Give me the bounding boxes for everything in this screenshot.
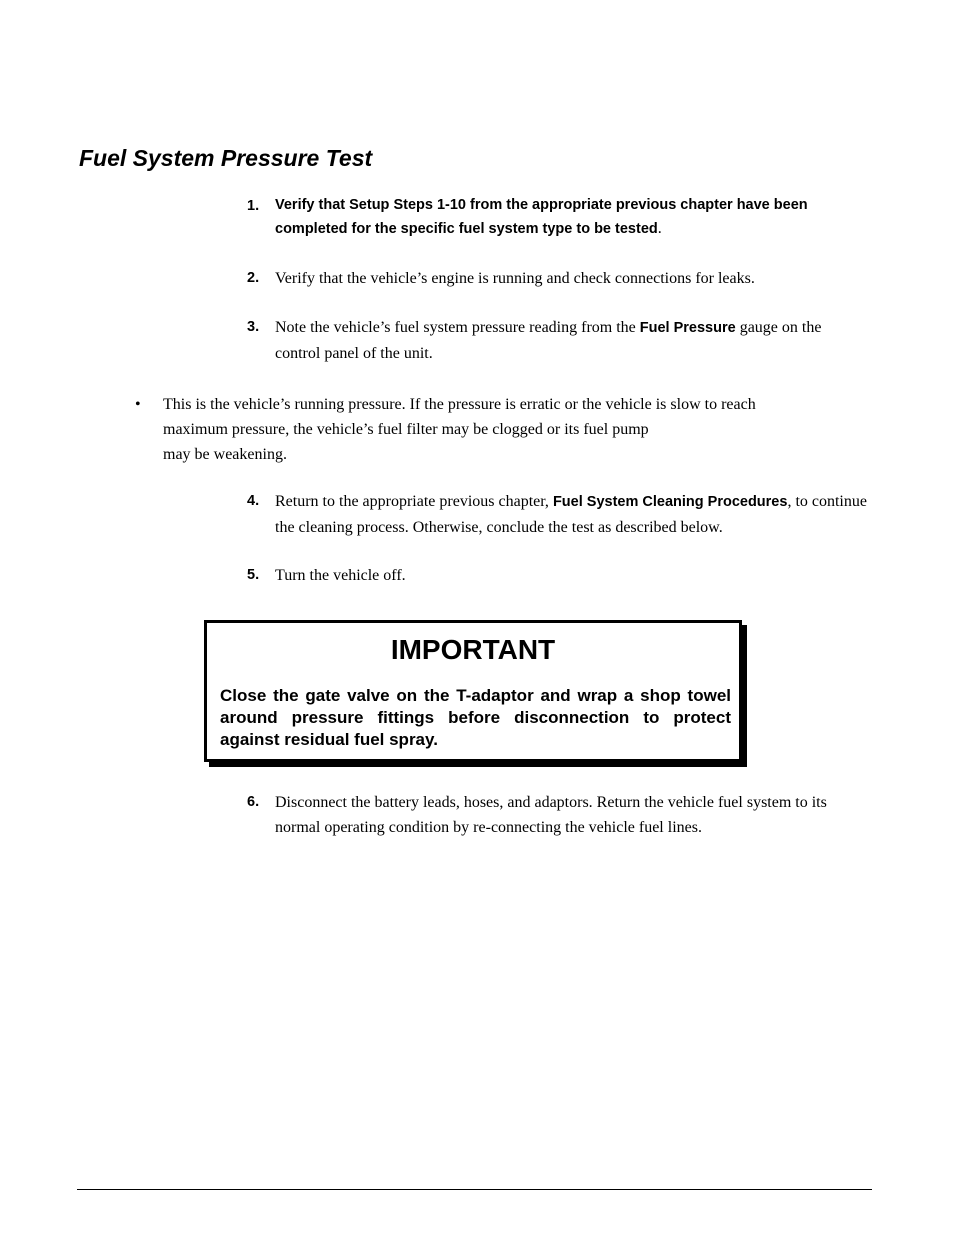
important-heading: IMPORTANT	[390, 634, 556, 665]
step-text-post: , to continue the cleaning process. Otherwise, conclude the test as described below.	[275, 493, 867, 536]
step-5	[247, 563, 867, 588]
step-number: 6.	[247, 794, 260, 810]
step-text: Disconnect the battery leads, hoses, and adaptors. Return the vehicle fuel system to its normal operating condition by re-connecting the vehicle fuel lines.	[275, 794, 827, 836]
bullet-line: maximum pressure, the vehicle’s fuel filter may be clogged or its fuel pump	[163, 421, 649, 438]
step-text: Turn the vehicle off.	[275, 567, 406, 584]
step-text: Verify that the vehicle’s engine is running and check connections for leaks.	[275, 270, 755, 287]
step-bold-text: Verify that Setup Steps 1-10 from the appropriate previous chapter have been completed for the specific fuel system type to be tested	[275, 197, 808, 237]
step-number: 4.	[247, 493, 260, 509]
step-number: 3.	[247, 319, 260, 335]
bullet-line: This is the vehicle’s running pressure. If the pressure is erratic or the vehicle is slow to reach	[163, 396, 756, 413]
bullet-line: may be weakening.	[163, 446, 287, 463]
important-callout	[204, 620, 742, 762]
step-text-post: gauge on the control panel of the unit.	[275, 319, 822, 362]
step-text-pre: Note the vehicle’s fuel system pressure reading from the	[275, 319, 640, 336]
bullet-icon: •	[135, 396, 141, 413]
step-6	[247, 790, 867, 840]
bullet-text	[163, 392, 815, 467]
step-1	[247, 194, 867, 241]
note-bullet	[135, 392, 815, 467]
important-text: Close the gate valve on the T-adaptor and wrap a shop towel around pressure fittings before disconnection to protect against residual fuel spray.	[220, 686, 731, 749]
fuel-pressure-label: Fuel Pressure	[639, 320, 736, 336]
step-text	[275, 194, 867, 241]
step-text-tail: .	[657, 220, 662, 237]
step-3	[247, 315, 867, 366]
page-title: Fuel System Pressure Test	[79, 145, 373, 171]
step-text-pre: Return to the appropriate previous chapter,	[275, 493, 553, 510]
step-number: 5.	[247, 567, 260, 583]
step-text	[275, 489, 867, 540]
chapter-reference: Fuel System Cleaning Procedures	[552, 494, 788, 510]
step-number: 2.	[247, 270, 260, 286]
step-text	[275, 315, 867, 366]
step-2	[247, 266, 867, 291]
step-4	[247, 489, 867, 540]
footer-divider	[77, 1189, 872, 1190]
step-number: 1.	[247, 198, 260, 214]
